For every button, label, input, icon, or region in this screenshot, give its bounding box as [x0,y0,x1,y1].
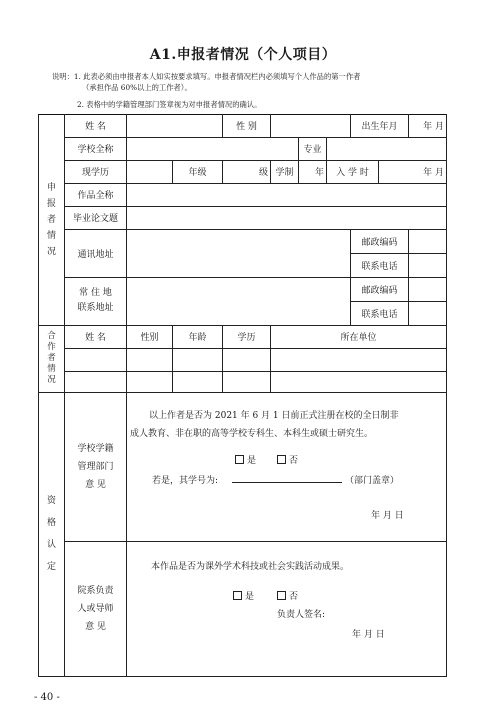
system-field[interactable]: 年 [299,160,327,183]
address-label: 通讯地址 [65,229,127,277]
work-label: 作品全称 [65,183,127,206]
dept-no-option[interactable]: 否 [277,589,298,602]
enroll-field[interactable]: 年 月 [379,160,447,183]
home-address-field[interactable] [127,277,351,325]
education-field[interactable] [127,160,173,183]
registry-text-1: 以上作者是否为 2021 年 6 月 1 日前正式注册在校的全日制非 [149,410,399,421]
coauthor-header-gender: 性别 [127,325,173,348]
thesis-field[interactable] [127,206,447,229]
page-number: - 40 - [34,692,60,703]
note-line-3: 2. 表格中的学籍管理部门签章视为对申报者情况的确认。 [77,100,262,109]
coauthor-name-field[interactable] [65,348,127,371]
school-label: 学校全称 [65,137,127,160]
coauthor-age-field[interactable] [173,371,223,392]
qualification-section-label: 资 格 认 定 [39,392,65,676]
home-postcode-field[interactable] [409,277,447,301]
note-line-1: 说明：1. 此表必须由申报者本人如实按要求填写。申报者情况栏内必须填写个人作品的第一作者 [52,72,361,81]
registry-opinion-label: 学校学籍 管理部门 意 见 [65,392,127,541]
address-field[interactable] [127,229,351,277]
coauthor-unit-field[interactable] [271,371,447,392]
coauthor-header-name: 姓 名 [65,325,127,348]
coauthor-gender-field[interactable] [127,348,173,371]
coauthor-education-field[interactable] [223,348,271,371]
coauthor-header-unit: 所在单位 [271,325,447,348]
student-id-prompt: 若是，其学号为: [152,475,219,486]
home-phone-field[interactable] [409,301,447,325]
registry-yes-option[interactable]: 是 [235,453,256,466]
system-label: 学制 [271,160,299,183]
phone-label: 联系电话 [351,253,409,277]
coauthor-header-age: 年龄 [173,325,223,348]
dept-opinion-field [127,542,447,677]
thesis-label: 毕业论文题 [65,206,127,229]
student-id-field[interactable] [232,473,342,485]
coauthor-age-field[interactable] [173,348,223,371]
major-field[interactable] [327,137,447,160]
home-phone-label: 联系电话 [351,301,409,325]
sign-label: 负责人签名: [277,610,326,621]
enroll-label: 入 学 时 [327,160,379,183]
checkbox-icon[interactable] [277,591,286,600]
dept-yes-option[interactable]: 是 [233,589,254,602]
work-field[interactable] [127,183,447,206]
application-form [38,114,447,677]
coauthor-gender-field[interactable] [127,371,173,392]
education-label: 现学历 [65,160,127,183]
checkbox-icon[interactable] [235,455,244,464]
coauthor-unit-field[interactable] [271,348,447,371]
gender-label: 性 别 [223,115,271,138]
name-label: 姓 名 [65,115,127,138]
registry-no-option[interactable]: 否 [277,453,298,466]
registry-text-2: 成人教育、非在职的高等学校专科生、本科生或硕士研究生。 [130,428,374,439]
coauthor-education-field[interactable] [223,371,271,392]
dept-date[interactable]: 年 月 日 [352,630,385,641]
home-postcode-label: 邮政编码 [351,277,409,301]
home-address-label: 常 住 地 联系地址 [65,277,127,325]
birth-field[interactable]: 年 月 [409,115,447,138]
applicant-section-label: 申 报 者 情 况 [39,115,65,326]
birth-label: 出生年月 [351,115,409,138]
stamp-note: （部门盖章） [345,475,400,486]
registry-date[interactable]: 年 月 日 [371,510,404,521]
name-field[interactable] [127,115,223,138]
checkbox-icon[interactable] [233,591,242,600]
coauthor-name-field[interactable] [65,371,127,392]
checkbox-icon[interactable] [277,455,286,464]
postcode-field[interactable] [409,229,447,253]
school-field[interactable] [127,137,299,160]
page-title: A1.申报者情况（个人项目） [149,47,337,63]
grade-label: 年级 [173,160,223,183]
dept-opinion-label: 院系负责 人或导师 意 见 [65,542,127,677]
coauthor-header-education: 学历 [223,325,271,348]
registry-opinion-field [127,392,447,541]
coauthor-section-label: 合 作 者 情 况 [39,325,65,392]
phone-field[interactable] [409,253,447,277]
grade-field[interactable]: 级 [223,160,271,183]
postcode-label: 邮政编码 [351,229,409,253]
note-line-2: （承担作品 60%以上的工作者）。 [82,83,192,92]
dept-text: 本作品是否为课外学术科技或社会实践活动成果。 [151,562,350,573]
gender-field[interactable] [271,115,351,138]
major-label: 专业 [299,137,327,160]
